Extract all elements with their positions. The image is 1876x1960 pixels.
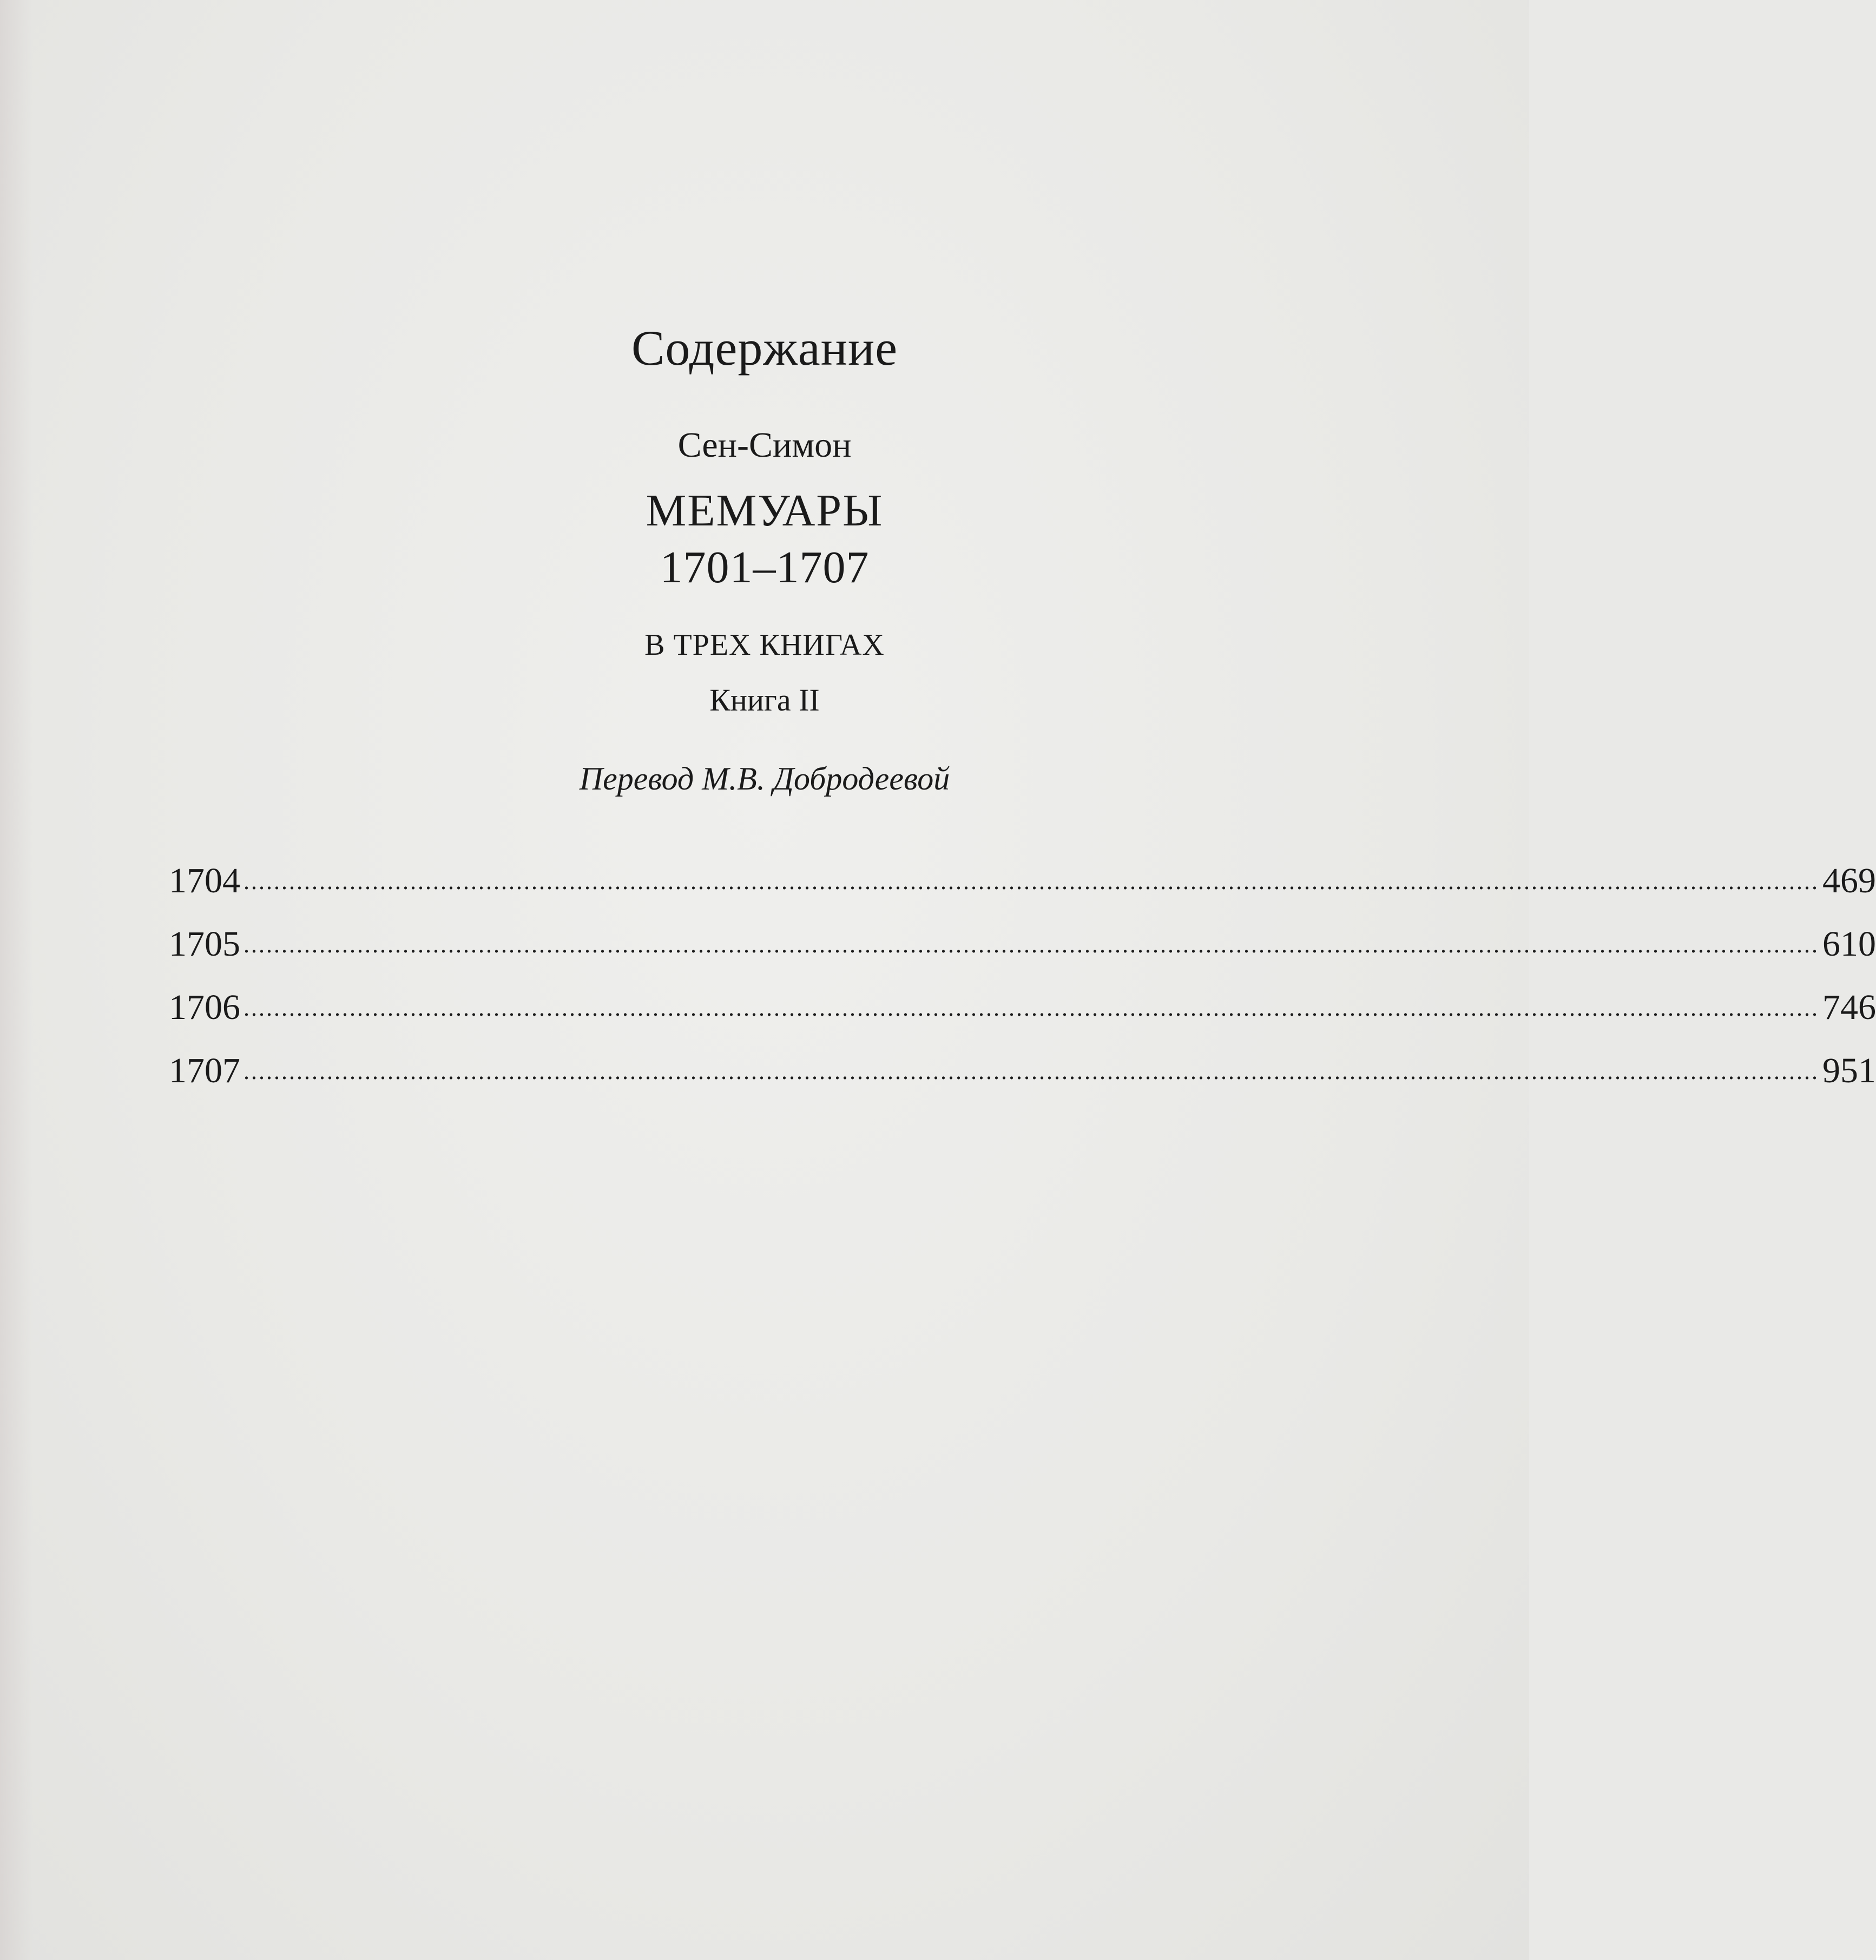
toc-leader-dots: ................................................................................................................................................................................................................ <box>243 868 1819 895</box>
toc-entry-label: 1707 <box>169 1051 240 1090</box>
toc-entry <box>169 987 1876 1050</box>
toc-entry <box>169 860 1876 924</box>
toc-entry <box>169 1050 1876 1114</box>
toc-leader-dots: ................................................................................................................................................................................................................ <box>243 1058 1819 1084</box>
volume-label: Книга II <box>709 682 820 718</box>
toc-entry-page: 951 <box>1822 1051 1876 1090</box>
toc-entry-page: 469 <box>1822 861 1876 900</box>
toc-entry-label: 1704 <box>169 861 240 900</box>
author-name: Сен-Симон <box>677 425 852 465</box>
toc-leader-dots: ................................................................................................................................................................................................................ <box>243 931 1819 958</box>
series-note: В ТРЕХ КНИГАХ <box>644 628 885 662</box>
toc-entry-page: 746 <box>1822 988 1876 1027</box>
toc-entry-label: 1705 <box>169 924 240 964</box>
page-edge-shadow <box>0 0 32 1960</box>
book-title: МЕМУАРЫ <box>646 485 884 536</box>
toc-entry-page: 610 <box>1822 924 1876 964</box>
table-of-contents <box>169 860 1876 1114</box>
toc-entry-label: 1706 <box>169 988 240 1027</box>
toc-leader-dots: ................................................................................................................................................................................................................ <box>243 995 1819 1021</box>
page-title: Содержание <box>631 320 898 376</box>
toc-entry <box>169 924 1876 987</box>
translator-credit: Перевод М.В. Добродеевой <box>579 761 950 797</box>
book-years: 1701–1707 <box>660 542 870 593</box>
